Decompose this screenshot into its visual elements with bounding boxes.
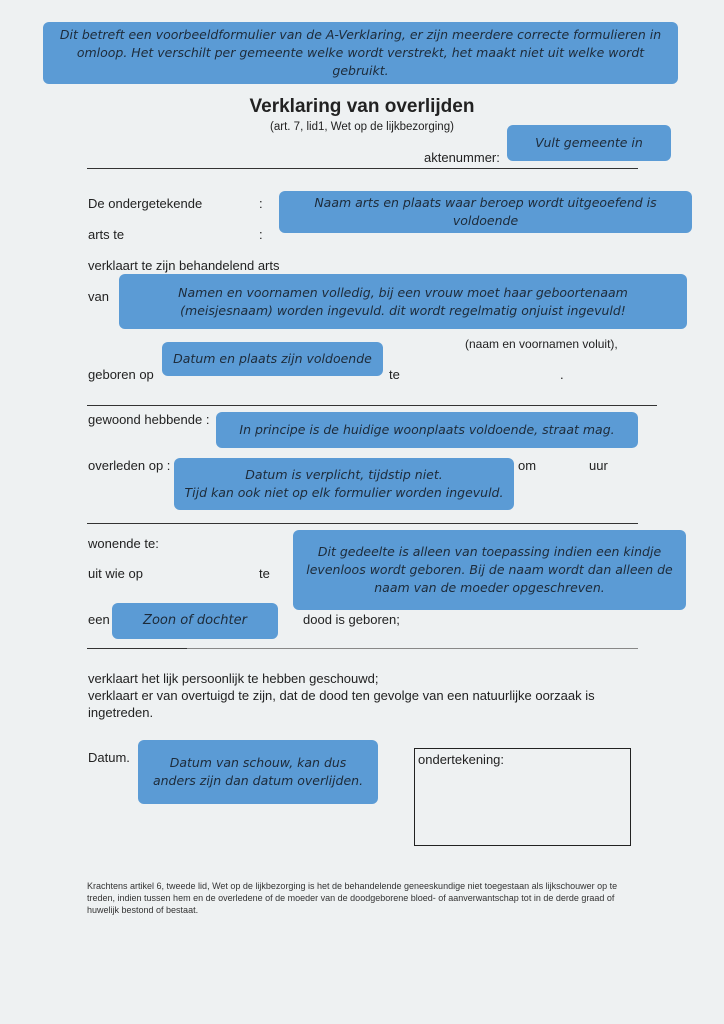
divider xyxy=(87,405,657,406)
te-label: te xyxy=(389,367,400,382)
uur-label: uur xyxy=(589,458,608,473)
van-label: van xyxy=(88,289,109,304)
datum-label: Datum. xyxy=(88,750,130,765)
arts-te-label: arts te xyxy=(88,227,125,242)
footer-text: Krachtens artikel 6, tweede lid, Wet op de lijkbezorging is het de behandelende geneeskundige niet toegestaan als lijkschouwer op te treden, indien tussen hem en de overledene of de moeder van de doodgeborene bloed- of aanverwantschap tot in de derde graad of huwelijk bestond of bestaat. xyxy=(87,881,618,915)
levenloos-note: Dit gedeelte is alleen van toepassing indien een kindje levenloos wordt geboren. Bij de naam wordt dan alleen de naam van de moeder opgeschreven. xyxy=(293,530,686,610)
page-title: Verklaring van overlijden xyxy=(249,96,475,117)
aktenummer-note: Vult gemeente in xyxy=(507,125,671,161)
colon: : xyxy=(259,227,263,242)
colon: : xyxy=(259,196,263,211)
wonende-label: wonende te: xyxy=(88,536,159,551)
datum-note: Datum van schouw, kan dus anders zijn dan datum overlijden. xyxy=(138,740,378,804)
period: . xyxy=(560,367,564,382)
overleden-note xyxy=(174,458,514,510)
signature-box[interactable] xyxy=(414,748,631,846)
oorzaak-line1: verklaart er van overtuigd te zijn, dat de dood ten gevolge van een natuurlijke oorzaak is xyxy=(88,688,595,703)
intro-note: Dit betreft een voorbeeldformulier van de A-Verklaring, er zijn meerdere correcte formulieren in omloop. Het verschilt per gemeente welke wordt verstrekt, het maakt niet uit welke wordt gebruikt. xyxy=(43,22,678,84)
geboren-op-label: geboren op xyxy=(88,367,154,382)
divider xyxy=(87,168,638,169)
uit-wie-label: uit wie op xyxy=(88,566,143,581)
schouw-line: verklaart het lijk persoonlijk te hebben geschouwd; xyxy=(88,671,379,686)
te-label: te xyxy=(259,566,270,581)
behandelend-label: verklaart te zijn behandelend arts xyxy=(88,258,280,273)
om-label: om xyxy=(518,458,537,473)
arts-note: Naam arts en plaats waar beroep wordt uitgeoefend is voldoende xyxy=(279,191,692,233)
voluit-label: (naam en voornamen voluit), xyxy=(465,337,618,351)
divider xyxy=(87,648,187,649)
een-label: een xyxy=(88,612,110,627)
geboren-note: Datum en plaats zijn voldoende xyxy=(162,342,383,376)
gewoond-note: In principe is de huidige woonplaats voldoende, straat mag. xyxy=(216,412,638,448)
dood-label: dood is geboren; xyxy=(303,612,400,627)
page-subtitle: (art. 7, lid1, Wet op de lijkbezorging) xyxy=(270,121,454,133)
overleden-note-line2: Tijd kan ook niet op elk formulier worden ingevuld. xyxy=(184,485,504,500)
divider xyxy=(87,523,638,524)
oorzaak-line2: ingetreden. xyxy=(88,705,154,720)
overleden-note-line1: Datum is verplicht, tijdstip niet. xyxy=(245,467,443,482)
namen-note: Namen en voornamen volledig, bij een vrouw moet haar geboortenaam (meisjesnaam) worden ingevuld. dit wordt regelmatig onjuist ingevuld! xyxy=(119,274,687,329)
gewoond-label: gewoond hebbende : xyxy=(88,412,210,427)
overleden-label: overleden op : xyxy=(88,458,171,473)
ondergetekende-label: De ondergetekende xyxy=(88,196,203,211)
aktenummer-label: aktenummer: xyxy=(424,150,500,165)
ondertekening-label: ondertekening: xyxy=(418,752,505,767)
divider xyxy=(187,648,638,649)
zoon-note: Zoon of dochter xyxy=(112,603,278,639)
